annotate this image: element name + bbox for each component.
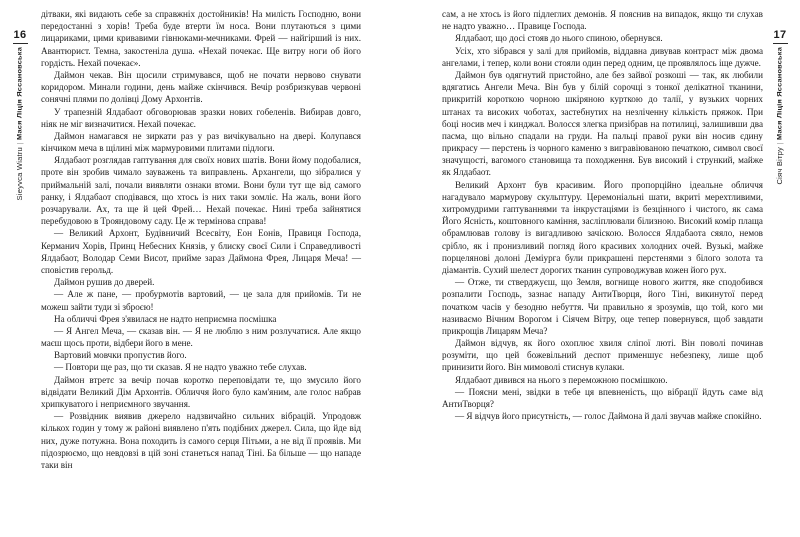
right-running-head-title: Сіяч Вітру [775, 147, 785, 185]
paragraph: — Але ж пане, — пробурмотів вартовий, — це зала для прийомів. Ти не можеш зайти туди зі зброєю! [41, 289, 361, 312]
paragraph: — Я відчув його присутність, — голос Даймона й далі звучав майже спокійно. [455, 411, 762, 422]
left-running-head-stack [0, 30, 40, 201]
right-page-text-column [442, 8, 763, 422]
paragraph: Усіх, хто зібрався у залі для прийомів, віддавна дивував контраст між двома ангелами, і тепер, коли вони стояли один перед одним, це проявлялось іще дужче. [442, 45, 763, 68]
paragraph: Ялдабаот дивився на нього з переможною посмішкою. [455, 374, 668, 385]
paragraph: Даймон чекав. Він щосили стримувався, щоб не почати нервово снувати коридором. Минали години, день майже скінчився. Вечір розбризкував червоні сонячні плями по долівці Дому Архонтів. [41, 69, 361, 105]
left-running-head-author: Мася Ліція Яссановська [16, 47, 24, 140]
paragraph: Даймон був одягнутий пристойно, але без зайвої розкоші — так, як любили вдягатись Ангели Меча. Він був у білій сорочці з тонкої делікатної тканини, прикритій короткою чорною шкіряною курткою до талії, у вузьких чорних штанах та високих чоботах, застебнутих на незліченну кількість пряжок. При боці носив меч і кинджал. Волосся злегка призібрав на потилиці, залишивши два пасма, що вільно спадали на груди. На пальці правої руки він носив єдину прикрасу — перстень із чорного каменю з вигравіюваною печаткою, символ своєї значущості, вагомого становища та походження. Був високий і стрункий, майже як Ялдабаот. [442, 69, 763, 178]
folio-rule-right [773, 43, 788, 44]
right-running-head-stack [760, 30, 800, 185]
left-page-number: 16 [13, 29, 27, 41]
right-page-number: 17 [773, 29, 787, 41]
paragraph: — Великий Архонт, Будівничий Всесвіту, Еон Еонів, Правиця Господа, Керманич Хорів, Принц Небесних Князів, у блиску своєї Сили і Справедливості Ялдабаот, Володар Семи Висот, прийме зараз Даймона Фрея, Лицаря Меча! — сповістив герольд. [41, 228, 361, 275]
paragraph: дітваки, які видають себе за справжніх достойників! На милість Господню, вони передостанні з хорів! Треба буде втерти їм носа. Вони плутаються з цими лицариками, цими кривавими гівнюками-мечниками. Фрей — найгірший із них. Авантюрист. Темна, закостеніла душа. «Нехай почекає. Ще витру ноги об його гордість. Нехай почекає». [41, 9, 361, 68]
paragraph: Даймон відчув, як його охоплює хвиля сліпої люті. Він поволі починав розуміти, що цей божевільний деспот применшує небезпеку, лише щоб принизити його. Він мимоволі стиснув кулаки. [442, 338, 763, 373]
paragraph: Даймон втретє за вечір почав коротко переповідати те, що змусило його відвідати Великий Дім Архонтів. Обличчя його було кам'яним, але голос набрав хрипкуватого і неприємного звучання. [41, 374, 361, 409]
paragraph: — Отже, ти стверджуєш, що Земля, вогнище нового життя, яке сподобився розпалити Господь, зазнає нападу АнтиТворця, його Тіні, викинутої перед початком часів у безодню небуття. Чи правильно я зрозумів, що той, кого ми називаємо Вічним Ворогом і Сіячем Вітру, оце тепер повернувся, щоб завдати прикрощів Лицарям Меча? [442, 277, 763, 336]
paragraph: Великий Архонт був красивим. Його пропорційно ідеальне обличчя нагадувало мармурову скульптуру. Церемоніальні шати, вкриті мерехтливими, хитромудрими гаптуваннями та інкрустаціями із безцінного і чистого, як сама Його Ясність, коштовного каміння, засліплювали білизною. Високий комір плаща обрамлював голову із вигадливою зачіскою. Волосся Ялдабаота сяяло, немов срібло, як і пронизливий погляд його красивих холодних очей. Вузькі, майже порцелянові долоні Деміурга були прикрашені перстенями з білого золота та діамантів. Сухий шелест дорогих тканин супроводжував кожен його рух. [442, 179, 763, 275]
left-running-head-separator: | [15, 142, 25, 145]
paragraph: Даймон намагався не зиркати раз у раз вичікувально на двері. Колупався кінчиком меча в щілині між мармуровими плитами підлоги. [41, 130, 361, 154]
paragraph: Ялдабаот розглядав гаптування для своїх нових шатів. Вони йому подобалися, проте він зробив чимало зауважень та виправлень. Архангели, що зібралися у приймальній залі, почали виявляти ознаки втоми. Вони були тут ще від самого ранку, і Ялдабаот сподівався, що хтось із них таки зомліє. На жаль, вони його розчарували. Ах, та ще й цей Фрей… Нехай почекає. Нині треба зайнятися перебудовою в Трояндовому саду. Це ж термінова справа! [41, 155, 361, 227]
right-running-head-separator: | [775, 142, 785, 145]
paragraph: — Повтори ще раз, що ти сказав. Я не надто уважно тебе слухав. [54, 362, 307, 373]
right-running-head-author: Мася Ліція Яссановська [776, 47, 784, 140]
paragraph: Вартовий мовчки пропустив його. [54, 350, 187, 361]
right-running-head [760, 0, 800, 537]
paragraph: Ялдабаот, що досі стояв до нього спиною, обернувся. [455, 33, 663, 44]
left-running-head [0, 0, 40, 537]
paragraph: У трапезній Ялдабаот обговорював зразки нових гобеленів. Вибирав довго, ніяк не міг визначитися. Нехай почекає. [41, 106, 361, 129]
paragraph: сам, а не хтось із його підлеглих демонів. Я пояснив на випадок, якщо ти слухав не надто уважно… Правице Господа. [442, 9, 763, 32]
paragraph: На обличчі Фрея з'явилася не надто неприємна посмішка [54, 313, 277, 324]
folio-rule-left [13, 43, 28, 44]
paragraph: — Поясни мені, звідки в тебе ця впевненість, що вібрації йдуть саме від АнтиТворця? [442, 386, 763, 409]
right-page [400, 0, 800, 537]
paragraph: — Розвідник виявив джерело надзвичайно сильних вібрацій. Упродовж кількох годин у тому ж районі виявлено п'ять подібних джерел. Сила, що йде від них, дуже потужна. Вона походить із самого серця Пітьми, а не від її проявів. Ми підозрюємо, що невдовзі в цій зоні станеться напад Тіні. Ба більше — що нападе таки він [41, 411, 361, 470]
paragraph: — Я Ангел Меча, — сказав він. — Я не люблю з ним розлучатися. Але якщо маєш щось проти, відбери його в мене. [41, 325, 361, 349]
left-page-text-column [41, 8, 361, 471]
paragraph: Даймон рушив до дверей. [54, 277, 155, 288]
left-running-head-title: Sieyvca Wiatru [15, 147, 25, 201]
